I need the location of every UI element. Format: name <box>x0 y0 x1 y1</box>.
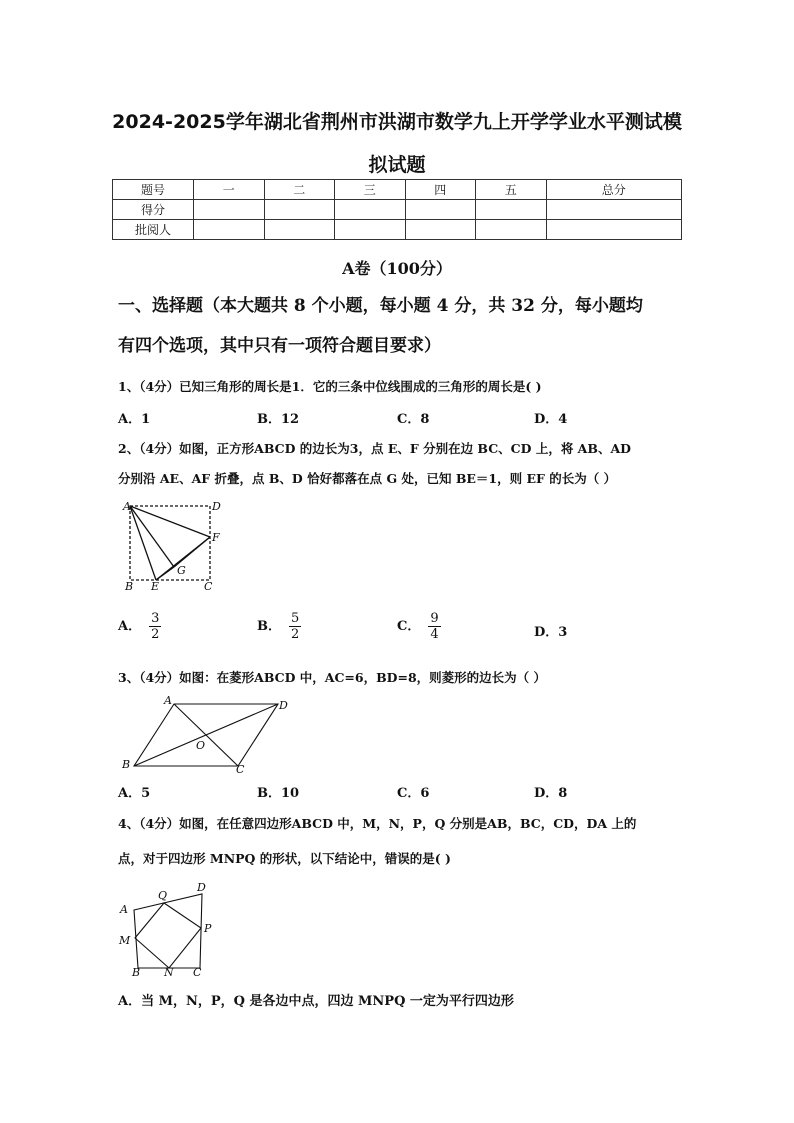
label-a: A <box>123 500 131 513</box>
label-c: C <box>204 580 213 592</box>
exam-title-line1: 2024-2025学年湖北省荆州市洪湖市数学九上开学学业水平测试模 <box>112 111 682 133</box>
option-c[interactable]: C．6 <box>397 786 430 801</box>
option-c[interactable]: C．8 <box>397 412 430 427</box>
section-heading-line2: 有四个选项，其中只有一项符合题目要求） <box>118 336 441 356</box>
option-c-letter: C． <box>397 619 421 634</box>
question-2-line1: 2、（4分）如图，正方形ABCD 的边长为3，点 E、F 分别在边 BC、CD 上，将 AB、AD <box>118 441 631 456</box>
question-4-line2: 点，对于四边形 MNPQ 的形状，以下结论中，错误的是( ) <box>118 851 451 866</box>
score-header-cell: 一 <box>194 180 265 200</box>
label-b: B <box>125 580 134 592</box>
fraction-numerator: 5 <box>291 611 300 626</box>
score-cell[interactable] <box>194 200 265 220</box>
score-row-label: 批阅人 <box>113 220 194 240</box>
question-2-line2: 分别沿 AE、AF 折叠，点 B、D 恰好都落在点 G 处，已知 BE＝1，则 EF 的长为（ ） <box>118 471 617 486</box>
quadrilateral-figure <box>116 878 226 978</box>
score-cell[interactable] <box>546 200 682 220</box>
reviewer-cell[interactable] <box>335 220 406 240</box>
reviewer-cell[interactable] <box>405 220 476 240</box>
question-3-text: 3、（4分）如图：在菱形ABCD 中，AC=6，BD=8，则菱形的边长为（ ） <box>118 670 547 685</box>
segment-ae <box>130 506 156 580</box>
label-p: P <box>204 922 212 935</box>
label-e: E <box>151 580 160 592</box>
option-c[interactable] <box>397 611 441 642</box>
rhombus-figure <box>118 692 298 776</box>
reviewer-row <box>113 220 682 240</box>
score-header-cell: 三 <box>335 180 406 200</box>
label-o: O <box>196 739 206 752</box>
fraction-denominator: 2 <box>291 627 300 642</box>
score-cell[interactable] <box>264 200 335 220</box>
label-n: N <box>164 966 174 978</box>
label-c: C <box>236 763 245 776</box>
label-d: D <box>197 881 206 894</box>
fraction-three-halves <box>149 611 161 642</box>
option-b[interactable]: B．12 <box>257 412 300 427</box>
score-header-cell: 二 <box>264 180 335 200</box>
label-b: B <box>132 966 141 978</box>
fraction-nine-quarters <box>428 611 440 642</box>
option-a-letter: A． <box>118 619 142 634</box>
option-d[interactable]: D．3 <box>534 625 568 640</box>
option-d[interactable]: D．4 <box>534 412 568 427</box>
question-2-options <box>118 611 678 651</box>
reviewer-cell[interactable] <box>194 220 265 240</box>
label-b: B <box>122 758 131 771</box>
label-m: M <box>119 934 131 947</box>
fraction-denominator: 2 <box>151 627 160 642</box>
score-row-label: 得分 <box>113 200 194 220</box>
score-header-cell: 题号 <box>113 180 194 200</box>
label-d: D <box>212 500 221 513</box>
fraction-five-halves <box>289 611 301 642</box>
reviewer-cell[interactable] <box>264 220 335 240</box>
label-g: G <box>177 564 186 577</box>
label-q: Q <box>158 889 168 902</box>
option-d[interactable]: D．8 <box>534 786 568 801</box>
score-header-cell: 总分 <box>546 180 682 200</box>
score-table-header-row <box>113 180 682 200</box>
quadrilateral-mnpq <box>135 903 201 968</box>
option-b-letter: B． <box>257 619 281 634</box>
label-a: A <box>164 694 172 707</box>
option-a[interactable] <box>118 611 161 642</box>
score-row <box>113 200 682 220</box>
volume-heading: A卷（100分） <box>342 259 452 278</box>
score-cell[interactable] <box>476 200 547 220</box>
square-fold-figure <box>122 500 232 592</box>
score-cell[interactable] <box>405 200 476 220</box>
question-1-text: 1、（4分）已知三角形的周长是1．它的三条中位线围成的三角形的周长是( ) <box>118 379 542 394</box>
fraction-numerator: 3 <box>151 611 160 626</box>
segment-af <box>130 506 210 537</box>
option-a[interactable]: A．1 <box>118 412 151 427</box>
label-a: A <box>120 903 128 916</box>
reviewer-cell[interactable] <box>546 220 682 240</box>
fraction-numerator: 9 <box>430 611 439 626</box>
question-4-line1: 4、（4分）如图，在任意四边形ABCD 中，M，N，P，Q 分别是AB，BC，CD，DA 上的 <box>118 816 637 831</box>
label-f: F <box>212 531 220 544</box>
score-cell[interactable] <box>335 200 406 220</box>
score-header-cell: 四 <box>405 180 476 200</box>
fraction-denominator: 4 <box>430 627 439 642</box>
exam-title-line2: 拟试题 <box>368 154 426 176</box>
option-b[interactable] <box>257 611 301 642</box>
score-header-cell: 五 <box>476 180 547 200</box>
diagonal-bd <box>134 704 278 766</box>
option-a[interactable]: A．5 <box>118 786 151 801</box>
section-heading-line1: 一、选择题（本大题共 8 个小题，每小题 4 分，共 32 分，每小题均 <box>118 296 643 316</box>
question-4-option-a[interactable]: A．当 M，N，P，Q 是各边中点，四边 MNPQ 一定为平行四边形 <box>118 994 514 1009</box>
score-table <box>112 179 682 240</box>
label-c: C <box>193 966 202 978</box>
option-b[interactable]: B．10 <box>257 786 300 801</box>
reviewer-cell[interactable] <box>476 220 547 240</box>
label-d: D <box>279 699 288 712</box>
